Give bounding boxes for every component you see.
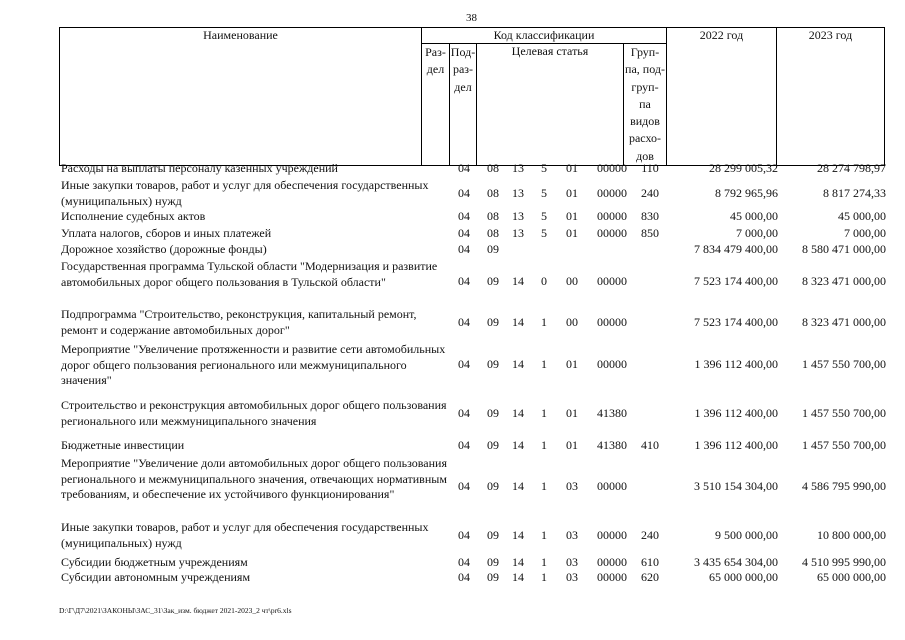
cell-cs2: 1 — [541, 315, 547, 329]
header-name: Наименование — [60, 28, 422, 166]
cell-vr: 830 — [641, 209, 659, 223]
cell-pr: 08 — [487, 226, 499, 240]
cell-cs4: 00000 — [597, 226, 627, 240]
cell-cs2: 1 — [541, 357, 547, 371]
cell-cs2: 5 — [541, 161, 547, 175]
table-row — [0, 342, 905, 388]
cell-rz: 04 — [458, 186, 470, 200]
cell-cs3: 01 — [566, 357, 578, 371]
cell-rz: 04 — [458, 528, 470, 542]
file-path-footer: D:\Г\Д7\2021\ЗАКОНЫ\ЗАС_31\Зак_изм. бюджет 2021-2023_2 чт\pr6.xls — [59, 606, 292, 615]
header-target: Целевая статья — [477, 44, 624, 166]
cell-cs4: 00000 — [597, 315, 627, 329]
cell-y1: 28 299 005,32 — [709, 161, 778, 175]
cell-rz: 04 — [458, 274, 470, 288]
cell-cs3: 01 — [566, 438, 578, 452]
table-row — [0, 555, 905, 570]
cell-rz: 04 — [458, 242, 470, 256]
table-row — [0, 570, 905, 585]
row-name: Расходы на выплаты персоналу казенных учреждений — [61, 161, 338, 175]
cell-cs3: 01 — [566, 406, 578, 420]
header-year-2022: 2022 год — [667, 28, 777, 166]
cell-y2: 4 586 795 990,00 — [802, 479, 886, 493]
cell-cs4: 00000 — [597, 161, 627, 175]
header-podrazdel: Под- раз- дел — [450, 44, 477, 166]
cell-cs2: 0 — [541, 274, 547, 288]
table-row — [0, 242, 905, 257]
cell-cs1: 14 — [512, 274, 524, 288]
cell-cs3: 00 — [566, 274, 578, 288]
cell-cs4: 00000 — [597, 528, 627, 542]
cell-rz: 04 — [458, 406, 470, 420]
cell-rz: 04 — [458, 438, 470, 452]
cell-y1: 1 396 112 400,00 — [694, 406, 778, 420]
header-year-2023: 2023 год — [777, 28, 885, 166]
row-name: Подпрограмма "Строительство, реконструкция, капитальный ремонт, ремонт и содержание автомобильных дорог" — [61, 307, 417, 337]
cell-cs2: 1 — [541, 406, 547, 420]
cell-vr: 610 — [641, 555, 659, 569]
cell-cs3: 01 — [566, 161, 578, 175]
cell-rz: 04 — [458, 357, 470, 371]
cell-cs4: 00000 — [597, 274, 627, 288]
cell-cs3: 01 — [566, 186, 578, 200]
cell-pr: 08 — [487, 186, 499, 200]
cell-pr: 09 — [487, 438, 499, 452]
table-row — [0, 520, 905, 551]
cell-y2: 1 457 550 700,00 — [802, 406, 886, 420]
cell-cs1: 14 — [512, 479, 524, 493]
cell-pr: 09 — [487, 242, 499, 256]
cell-cs2: 1 — [541, 528, 547, 542]
cell-pr: 09 — [487, 357, 499, 371]
cell-cs2: 1 — [541, 479, 547, 493]
row-name: Строительство и реконструкция автомобильных дорог общего пользования регионального или межмуниципального значения — [61, 398, 447, 428]
cell-cs2: 5 — [541, 209, 547, 223]
cell-y1: 8 792 965,96 — [715, 186, 778, 200]
cell-vr: 850 — [641, 226, 659, 240]
cell-cs1: 14 — [512, 438, 524, 452]
cell-y1: 7 000,00 — [736, 226, 778, 240]
table-row — [0, 398, 905, 429]
cell-cs4: 00000 — [597, 186, 627, 200]
cell-y2: 7 000,00 — [844, 226, 886, 240]
table-row — [0, 226, 905, 241]
cell-vr: 240 — [641, 186, 659, 200]
cell-y1: 1 396 112 400,00 — [694, 357, 778, 371]
row-name: Уплата налогов, сборов и иных платежей — [61, 226, 272, 240]
cell-cs3: 03 — [566, 570, 578, 584]
cell-cs3: 03 — [566, 555, 578, 569]
table-row — [0, 438, 905, 453]
cell-cs3: 01 — [566, 226, 578, 240]
cell-cs1: 13 — [512, 226, 524, 240]
table-row — [0, 307, 905, 338]
cell-cs4: 41380 — [597, 406, 627, 420]
cell-pr: 08 — [487, 209, 499, 223]
cell-pr: 09 — [487, 528, 499, 542]
cell-cs4: 00000 — [597, 570, 627, 584]
row-name: Иные закупки товаров, работ и услуг для обеспечения государственных (муниципальных) нужд — [61, 178, 429, 208]
cell-cs1: 14 — [512, 528, 524, 542]
cell-vr: 620 — [641, 570, 659, 584]
cell-y2: 28 274 798,97 — [817, 161, 886, 175]
header-razdel: Раз- дел — [422, 44, 450, 166]
cell-y1: 9 500 000,00 — [715, 528, 778, 542]
cell-cs1: 14 — [512, 406, 524, 420]
cell-y1: 3 435 654 304,00 — [694, 555, 778, 569]
cell-y2: 8 817 274,33 — [823, 186, 886, 200]
cell-cs2: 1 — [541, 555, 547, 569]
cell-y2: 8 323 471 000,00 — [802, 274, 886, 288]
cell-cs4: 00000 — [597, 357, 627, 371]
cell-y2: 10 800 000,00 — [817, 528, 886, 542]
cell-y1: 3 510 154 304,00 — [694, 479, 778, 493]
cell-cs4: 41380 — [597, 438, 627, 452]
cell-cs1: 14 — [512, 555, 524, 569]
cell-cs3: 03 — [566, 528, 578, 542]
cell-y2: 8 323 471 000,00 — [802, 315, 886, 329]
cell-y2: 65 000 000,00 — [817, 570, 886, 584]
cell-rz: 04 — [458, 161, 470, 175]
table-row — [0, 178, 905, 209]
cell-y1: 1 396 112 400,00 — [694, 438, 778, 452]
cell-cs3: 01 — [566, 209, 578, 223]
cell-pr: 09 — [487, 479, 499, 493]
cell-cs4: 00000 — [597, 479, 627, 493]
cell-cs2: 1 — [541, 438, 547, 452]
cell-cs1: 14 — [512, 357, 524, 371]
row-name: Бюджетные инвестиции — [61, 438, 185, 452]
cell-vr: 110 — [641, 161, 659, 175]
header-code-group: Код классификации — [422, 28, 667, 44]
cell-cs1: 13 — [512, 161, 524, 175]
cell-cs1: 14 — [512, 570, 524, 584]
row-name: Иные закупки товаров, работ и услуг для обеспечения государственных (муниципальных) нужд — [61, 520, 429, 550]
table-row — [0, 259, 905, 305]
cell-y2: 8 580 471 000,00 — [802, 242, 886, 256]
cell-pr: 09 — [487, 406, 499, 420]
cell-pr: 08 — [487, 161, 499, 175]
row-name: Исполнение судебных актов — [61, 209, 206, 223]
cell-y1: 7 834 479 400,00 — [694, 242, 778, 256]
cell-cs2: 1 — [541, 570, 547, 584]
row-name: Дорожное хозяйство (дорожные фонды) — [61, 242, 267, 256]
cell-pr: 09 — [487, 570, 499, 584]
cell-y1: 65 000 000,00 — [709, 570, 778, 584]
page-number: 38 — [466, 12, 477, 24]
cell-vr: 240 — [641, 528, 659, 542]
cell-cs1: 13 — [512, 209, 524, 223]
cell-rz: 04 — [458, 226, 470, 240]
cell-cs1: 13 — [512, 186, 524, 200]
cell-rz: 04 — [458, 570, 470, 584]
row-name: Мероприятие "Увеличение протяженности и развитие сети автомобильных дорог общего пользования регионального или межмуниципального значения" — [61, 342, 446, 387]
row-name: Субсидии бюджетным учреждениям — [61, 555, 248, 569]
table-row — [0, 456, 905, 518]
cell-cs1: 14 — [512, 315, 524, 329]
cell-y2: 45 000,00 — [838, 209, 886, 223]
table-row — [0, 209, 905, 224]
cell-pr: 09 — [487, 315, 499, 329]
cell-pr: 09 — [487, 274, 499, 288]
header-group: Груп- па, под- груп- па видов расхо- дов — [624, 44, 667, 166]
cell-cs2: 5 — [541, 226, 547, 240]
cell-rz: 04 — [458, 555, 470, 569]
cell-cs3: 00 — [566, 315, 578, 329]
row-name: Государственная программа Тульской области "Модернизация и развитие автомобильных дорог общего пользования в Тульской области" — [61, 259, 438, 289]
cell-y2: 4 510 995 990,00 — [802, 555, 886, 569]
table-row — [0, 161, 905, 176]
cell-pr: 09 — [487, 555, 499, 569]
cell-cs2: 5 — [541, 186, 547, 200]
row-name: Мероприятие "Увеличение доли автомобильных дорог общего пользования регионального и межмуниципального значения, отвечающих нормативным требованиям, и обеспечение их устойчивого функционирования" — [61, 456, 447, 501]
cell-y1: 45 000,00 — [730, 209, 778, 223]
cell-y1: 7 523 174 400,00 — [694, 274, 778, 288]
cell-rz: 04 — [458, 315, 470, 329]
cell-cs4: 00000 — [597, 209, 627, 223]
cell-y2: 1 457 550 700,00 — [802, 438, 886, 452]
cell-y2: 1 457 550 700,00 — [802, 357, 886, 371]
cell-rz: 04 — [458, 479, 470, 493]
cell-cs4: 00000 — [597, 555, 627, 569]
cell-vr: 410 — [641, 438, 659, 452]
cell-cs3: 03 — [566, 479, 578, 493]
cell-rz: 04 — [458, 209, 470, 223]
row-name: Субсидии автономным учреждениям — [61, 570, 251, 584]
cell-y1: 7 523 174 400,00 — [694, 315, 778, 329]
